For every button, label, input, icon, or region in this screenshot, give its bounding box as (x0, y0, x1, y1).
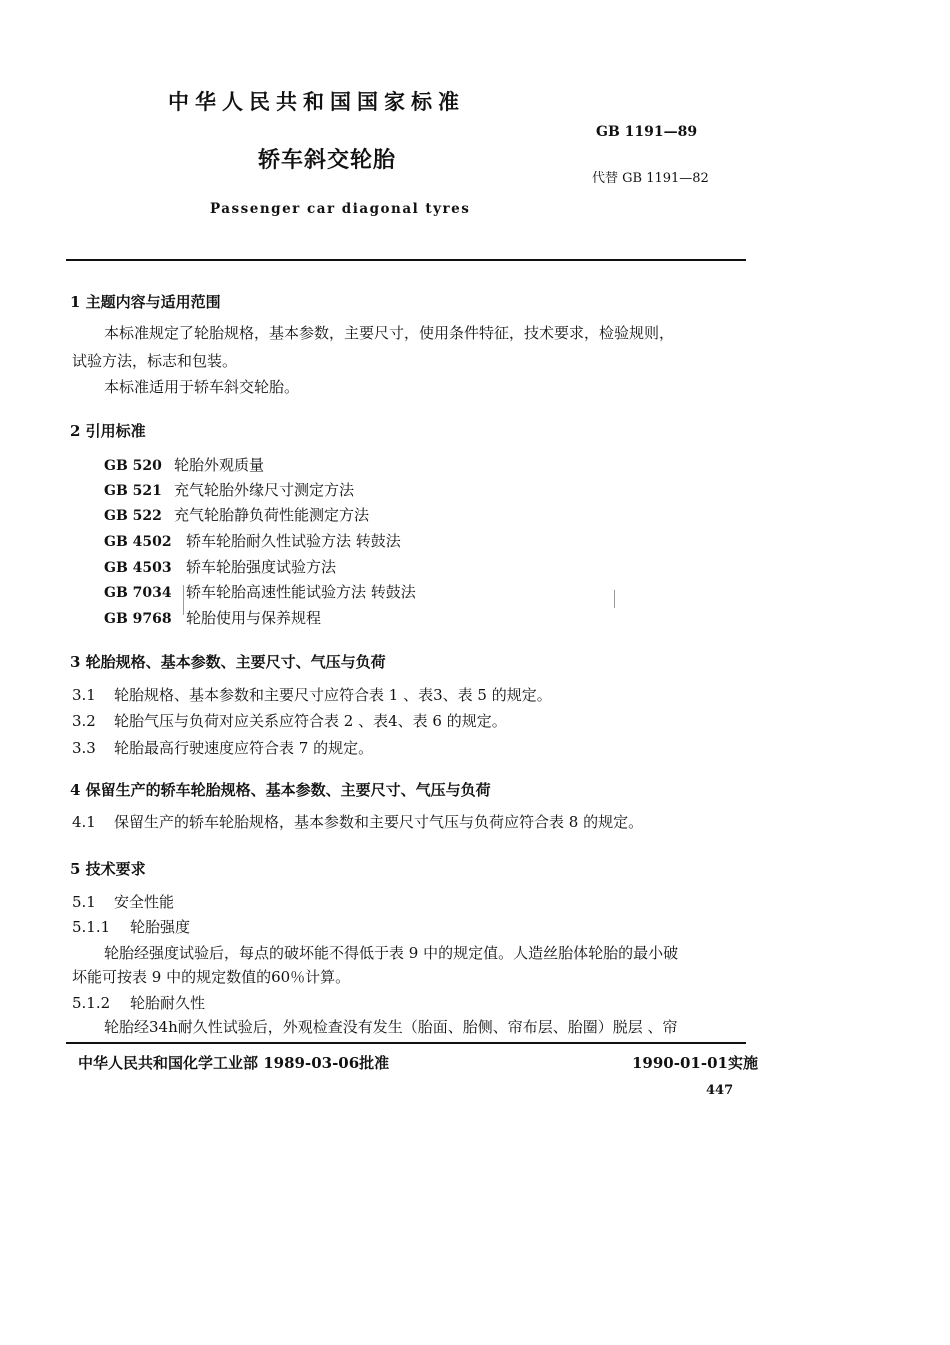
reference-code: GB 522 (104, 508, 162, 524)
scan-mark (614, 590, 615, 608)
clause-number: 5.1.1 (72, 918, 111, 936)
clause-text: 轮胎气压与负荷对应关系应符合表 2 、表4、表 6 的规定。 (114, 712, 507, 730)
clause-3-2 (72, 710, 507, 731)
reference-title: 充气轮胎外缘尺寸测定方法 (174, 481, 355, 499)
reference-item (104, 454, 264, 475)
section-5-heading: 5 技术要求 (70, 860, 146, 878)
clause-text: 安全性能 (114, 893, 175, 911)
clause-3-3 (72, 737, 373, 758)
clause-text: 轮胎规格、基本参数和主要尺寸应符合表 1 、表3、表 5 的规定。 (114, 686, 552, 704)
clause-number: 4.1 (72, 813, 96, 831)
replaces-standard: 代替 GB 1191—82 (592, 171, 709, 186)
clause-text: 保留生产的轿车轮胎规格，基本参数和主要尺寸气压与负荷应符合表 8 的规定。 (114, 813, 644, 831)
scan-mark (183, 585, 184, 615)
effective-date: 1990-01-01实施 (632, 1054, 758, 1072)
page-title: 轿车斜交轮胎 (258, 147, 397, 173)
clause-number: 3.1 (72, 686, 96, 704)
clause-5-1 (72, 891, 174, 912)
section-1-para-1-line-2: 试验方法，标志和包装。 (72, 352, 238, 370)
section-1-para-2: 本标准适用于轿车斜交轮胎。 (104, 378, 300, 396)
reference-item (104, 479, 354, 500)
reference-item (104, 530, 401, 551)
clause-4-1 (72, 811, 643, 832)
footer-rule (66, 1042, 746, 1044)
section-1-heading: 1 主题内容与适用范围 (70, 293, 221, 311)
reference-title: 充气轮胎静负荷性能测定方法 (174, 506, 370, 524)
reference-title: 轮胎使用与保养规程 (186, 609, 322, 627)
clause-5-1-1 (72, 916, 190, 937)
reference-title: 轿车轮胎高速性能试验方法 转鼓法 (186, 583, 416, 601)
reference-title: 轿车轮胎强度试验方法 (186, 558, 337, 576)
standard-number: GB 1191—89 (596, 124, 698, 140)
approval-line: 中华人民共和国化学工业部 1989-03-06批准 (78, 1054, 390, 1072)
page-number: 447 (706, 1083, 734, 1098)
header-rule (66, 259, 746, 261)
clause-number: 5.1.2 (72, 994, 111, 1012)
reference-code: GB 9768 (104, 611, 172, 627)
reference-code: GB 7034 (104, 585, 172, 601)
english-title: Passenger car diagonal tyres (210, 201, 471, 217)
clause-text: 轮胎强度 (130, 918, 191, 936)
reference-code: GB 4502 (104, 534, 172, 550)
clause-3-1 (72, 684, 552, 705)
clause-text: 轮胎耐久性 (130, 994, 206, 1012)
national-standard-heading: 中华人民共和国国家标准 (168, 89, 465, 114)
clause-number: 3.2 (72, 712, 96, 730)
clause-5-1-1-line-2: 坏能可按表 9 中的规定数值的60％计算。 (72, 968, 351, 986)
reference-code: GB 521 (104, 483, 162, 499)
reference-item (104, 581, 416, 602)
section-3-heading: 3 轮胎规格、基本参数、主要尺寸、气压与负荷 (70, 653, 386, 671)
clause-5-1-2 (72, 992, 205, 1013)
section-1-para-1-line-1: 本标准规定了轮胎规格，基本参数，主要尺寸，使用条件特征，技术要求，检验规则， (104, 324, 675, 342)
clause-number: 3.3 (72, 739, 96, 757)
reference-item (104, 504, 369, 525)
clause-text: 轮胎最高行驶速度应符合表 7 的规定。 (114, 739, 374, 757)
clause-5-1-2-line-1: 轮胎经34h耐久性试验后，外观检查没有发生（胎面、胎侧、帘布层、胎圈）脱层 、帘 (104, 1018, 678, 1036)
clause-5-1-1-line-1: 轮胎经强度试验后，每点的破坏能不得低于表 9 中的规定值。人造丝胎体轮胎的最小破 (104, 944, 679, 962)
reference-title: 轮胎外观质量 (174, 456, 265, 474)
section-4-heading: 4 保留生产的轿车轮胎规格、基本参数、主要尺寸、气压与负荷 (70, 781, 491, 799)
clause-number: 5.1 (72, 893, 96, 911)
reference-code: GB 4503 (104, 560, 172, 576)
reference-item (104, 607, 321, 628)
section-2-heading: 2 引用标准 (70, 422, 146, 440)
reference-code: GB 520 (104, 458, 162, 474)
reference-title: 轿车轮胎耐久性试验方法 转鼓法 (186, 532, 401, 550)
reference-item (104, 556, 336, 577)
